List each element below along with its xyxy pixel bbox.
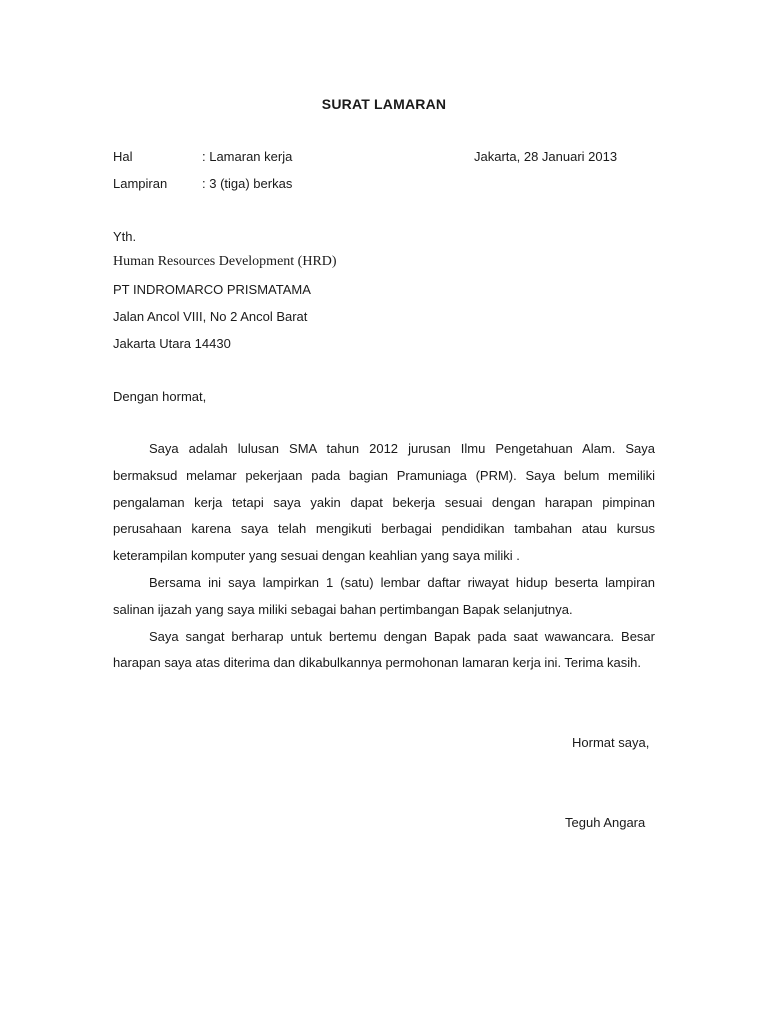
closing: Hormat saya, (572, 735, 650, 750)
hal-label: Hal (113, 149, 133, 164)
lampiran-value: : 3 (tiga) berkas (202, 176, 293, 191)
salutation: Dengan hormat, (113, 389, 207, 404)
recipient-yth: Yth. (113, 229, 137, 244)
letter-body (113, 436, 655, 677)
recipient-company: PT INDROMARCO PRISMATAMA (113, 282, 311, 297)
hal-value: : Lamaran kerja (202, 149, 293, 164)
body-paragraph-3: Saya sangat berharap untuk bertemu dengan Bapak pada saat wawancara. Besar harapan saya atas diterima dan dikabulkannya permohonan lamaran kerja ini. Terima kasih. (113, 628, 655, 671)
recipient-street: Jalan Ancol VIII, No 2 Ancol Barat (113, 309, 308, 324)
recipient-department: Human Resources Development (HRD) (113, 254, 337, 269)
recipient-city: Jakarta Utara 14430 (113, 336, 231, 351)
body-paragraph-2: Bersama ini saya lampirkan 1 (satu) lembar daftar riwayat hidup beserta lampiran salinan ijazah yang saya miliki sebagai bahan pertimbangan Bapak selanjutnya. (113, 574, 655, 617)
lampiran-label: Lampiran (113, 176, 168, 191)
letter-date: Jakarta, 28 Januari 2013 (474, 149, 618, 164)
body-paragraph-1: Saya adalah lulusan SMA tahun 2012 jurusan Ilmu Pengetahuan Alam. Saya bermaksud melamar pekerjaan pada bagian Pramuniaga (PRM). Saya belum memiliki pengalaman kerja tetapi saya yakin dapat bekerja sesuai dengan harapan pimpinan perusahaan karena saya telah mengikuti berbagai pendidikan tambahan atau kursus keterampilan komputer yang sesuai dengan keahlian yang saya miliki . (113, 441, 655, 564)
signature-name: Teguh Angara (565, 815, 646, 830)
letter-title: SURAT LAMARAN (321, 96, 447, 112)
